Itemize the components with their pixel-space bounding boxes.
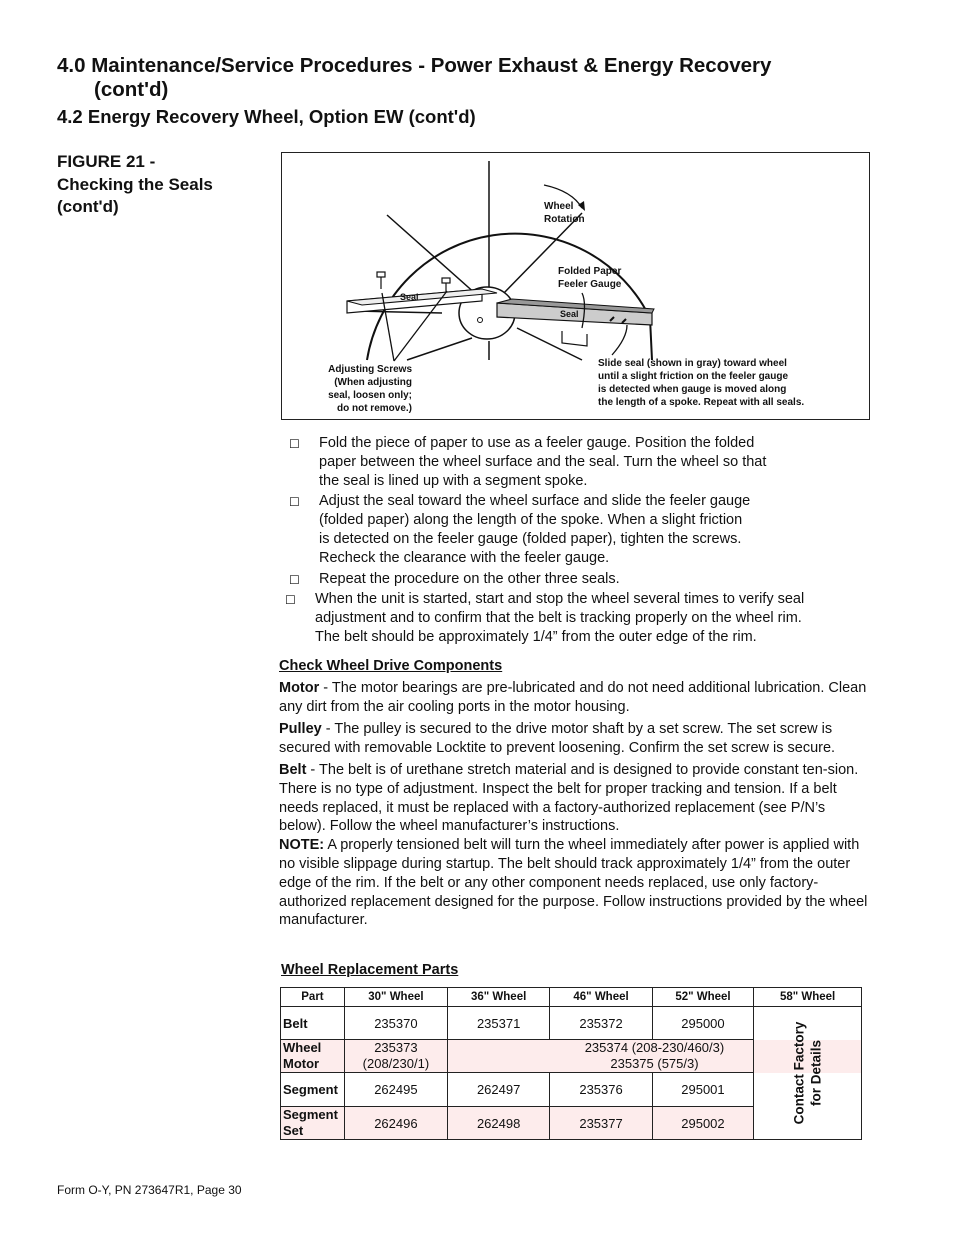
table-cell: 235376 bbox=[550, 1073, 652, 1107]
table-cell: 262496 bbox=[344, 1107, 447, 1140]
table-cell: 262498 bbox=[447, 1107, 549, 1140]
label-adjusting-line4: do not remove.) bbox=[336, 403, 412, 414]
table-cell: 235370 bbox=[344, 1007, 447, 1040]
step-line: Recheck the clearance with the feeler gauge. bbox=[319, 549, 610, 566]
cell-line1: 235373 bbox=[374, 1040, 418, 1055]
pulley-label: Pulley bbox=[279, 720, 322, 737]
feeler-gauge bbox=[562, 331, 587, 346]
step-line: (folded paper) along the length of the spoke. When a slight friction bbox=[319, 512, 743, 529]
cell-line2: (208/230/1) bbox=[362, 1056, 430, 1071]
pulley-text: - The pulley is secured to the drive motor shaft by a set screw. The set screw is secured with removable Locktite to prevent loosening. Confirm the set screw is secure. bbox=[279, 720, 836, 756]
seal-diagram-figure bbox=[281, 152, 870, 420]
procedure-steps bbox=[285, 434, 869, 649]
belt-paragraph bbox=[279, 761, 871, 836]
table-cell: 235371 bbox=[447, 1007, 549, 1040]
caption-line-3: (cont'd) bbox=[57, 197, 119, 216]
step-line: When the unit is started, start and stop the wheel several times to verify seal bbox=[315, 591, 805, 608]
page-footer: Form O-Y, PN 273647R1, Page 30 bbox=[57, 1183, 242, 1197]
wheel-spoke bbox=[407, 338, 472, 360]
label-folded-paper bbox=[558, 265, 621, 291]
contact-line2: for Details bbox=[808, 1039, 824, 1107]
table-cell: 295000 bbox=[652, 1007, 753, 1040]
leader-line bbox=[612, 325, 627, 355]
label-adjusting-line3: seal, loosen only; bbox=[328, 390, 412, 401]
step-line: paper between the wheel surface and the seal. Turn the wheel so that bbox=[319, 453, 767, 470]
title-line-1: 4.0 Maintenance/Service Procedures - Power Exhaust & Energy Recovery bbox=[57, 54, 772, 77]
label-seal-right: Seal bbox=[560, 309, 579, 319]
label-slide-line3: is detected when gauge is moved along bbox=[598, 384, 787, 395]
contact-line1: Contact Factory bbox=[791, 1021, 807, 1125]
step-item bbox=[289, 492, 869, 567]
page-title bbox=[57, 54, 917, 102]
label-wheel-rotation-line1: Wheel bbox=[544, 201, 574, 212]
motor-label: Motor bbox=[279, 679, 320, 696]
step-item bbox=[285, 590, 869, 646]
row-label bbox=[281, 1107, 345, 1140]
check-wheel-section bbox=[279, 657, 871, 934]
table-cell: 295001 bbox=[652, 1073, 753, 1107]
cell-line1: 235374 (208-230/460/3) bbox=[584, 1040, 725, 1055]
table-cell: 262497 bbox=[447, 1073, 549, 1107]
step-line: Adjust the seal toward the wheel surface and slide the feeler gauge bbox=[319, 493, 751, 510]
label-seal-left: Seal bbox=[400, 292, 419, 302]
step-item bbox=[289, 570, 869, 589]
step-item bbox=[289, 434, 869, 490]
column-header: 30" Wheel bbox=[344, 988, 447, 1007]
wheel-spoke bbox=[387, 215, 477, 295]
note-paragraph bbox=[279, 836, 871, 930]
row-label bbox=[281, 1040, 345, 1073]
label-slide-line4: the length of a spoke. Repeat with all seals. bbox=[598, 397, 805, 408]
label-slide-seal bbox=[598, 357, 804, 409]
row-label-line1: Wheel bbox=[283, 1040, 322, 1055]
step-line: adjustment and to confirm that the belt is tracking properly on the wheel rim. bbox=[315, 610, 802, 627]
table-cell: 235372 bbox=[550, 1007, 652, 1040]
figure-caption bbox=[57, 151, 257, 219]
step-line: Fold the piece of paper to use as a feeler gauge. Position the folded bbox=[319, 435, 755, 451]
parts-heading: Wheel Replacement Parts bbox=[281, 962, 459, 978]
label-slide-line2: until a slight friction on the feeler gauge bbox=[598, 371, 789, 382]
section-subtitle: 4.2 Energy Recovery Wheel, Option EW (cont'd) bbox=[57, 106, 476, 127]
label-adjusting-line2: (When adjusting bbox=[334, 377, 412, 388]
checkbox-icon: ☐ bbox=[285, 593, 296, 608]
checkbox-icon: ☐ bbox=[289, 572, 300, 587]
table-cell bbox=[344, 1040, 447, 1073]
motor-paragraph bbox=[279, 679, 871, 717]
column-header: 58" Wheel bbox=[754, 988, 862, 1007]
caption-line-1: FIGURE 21 - bbox=[57, 152, 156, 171]
note-label: NOTE: bbox=[279, 837, 325, 854]
table-cell: 262495 bbox=[344, 1073, 447, 1107]
label-wheel-rotation-line2: Rotation bbox=[544, 214, 585, 225]
cell-line2: 235375 (575/3) bbox=[610, 1056, 699, 1071]
column-header: 36" Wheel bbox=[447, 988, 549, 1007]
row-label: Belt bbox=[281, 1007, 345, 1040]
motor-text: - The motor bearings are pre-lubricated and do not need additional lubrication. Clean any dirt from the air cooling ports in the motor housing. bbox=[279, 679, 867, 715]
wheel-parts-table bbox=[280, 987, 862, 1140]
adjusting-screw bbox=[377, 272, 385, 289]
caption-line-2: Checking the Seals bbox=[57, 174, 213, 194]
step-line: the seal is lined up with a segment spoke. bbox=[319, 472, 588, 489]
column-header: Part bbox=[281, 988, 345, 1007]
label-folded-paper-line2: Feeler Gauge bbox=[558, 279, 622, 290]
adjusting-screw bbox=[442, 278, 450, 293]
title-line-2: (cont'd) bbox=[94, 78, 169, 101]
table-header-row bbox=[281, 988, 862, 1007]
label-wheel-rotation bbox=[544, 200, 585, 226]
pulley-paragraph bbox=[279, 720, 871, 758]
checkbox-icon: ☐ bbox=[289, 495, 300, 510]
label-adjusting-screws bbox=[318, 363, 412, 415]
label-folded-paper-line1: Folded Paper bbox=[558, 266, 622, 277]
belt-text: - The belt is of urethane stretch material and is designed to provide constant ten-sion. There is no type of adjustment. Inspect the belt for proper tracking and tension. If a belt needs replaced, it must be replaced with a factory-authorized replacement (see P/N’s below). Follow the wheel manufacturer’s instructions. bbox=[279, 761, 859, 835]
table-cell: 295002 bbox=[652, 1107, 753, 1140]
step-line: Repeat the procedure on the other three seals. bbox=[319, 570, 620, 587]
step-line: is detected on the feeler gauge (folded paper), tighten the screws. bbox=[319, 530, 742, 547]
label-adjusting-line1: Adjusting Screws bbox=[328, 364, 412, 375]
checkbox-icon: ☐ bbox=[289, 437, 300, 451]
check-wheel-heading: Check Wheel Drive Components bbox=[279, 658, 503, 674]
row-label-line2: Motor bbox=[283, 1056, 320, 1071]
row-label-line1: Segment bbox=[283, 1107, 338, 1122]
step-line: The belt should be approximately 1/4” from the outer edge of the rim. bbox=[315, 628, 757, 645]
table-cell: 235377 bbox=[550, 1107, 652, 1140]
belt-label: Belt bbox=[279, 761, 307, 778]
row-label-line2: Set bbox=[283, 1123, 304, 1138]
contact-factory-text bbox=[791, 1022, 825, 1125]
table-row bbox=[281, 1007, 862, 1040]
label-slide-line1: Slide seal (shown in gray) toward wheel bbox=[598, 358, 787, 369]
note-text: A properly tensioned belt will turn the wheel immediately after power is applied with no visible slippage during startup. The belt should track approximately 1/4” from the outer edge of the rim. If the belt or any other component needs replaced, use only factory-authorized replacement designed for the purpose. Follow instructions provided by the wheel manufacturer. bbox=[279, 837, 868, 929]
column-header: 52" Wheel bbox=[652, 988, 753, 1007]
column-header: 46" Wheel bbox=[550, 988, 652, 1007]
contact-factory-cell bbox=[754, 1007, 862, 1140]
row-label: Segment bbox=[281, 1073, 345, 1107]
